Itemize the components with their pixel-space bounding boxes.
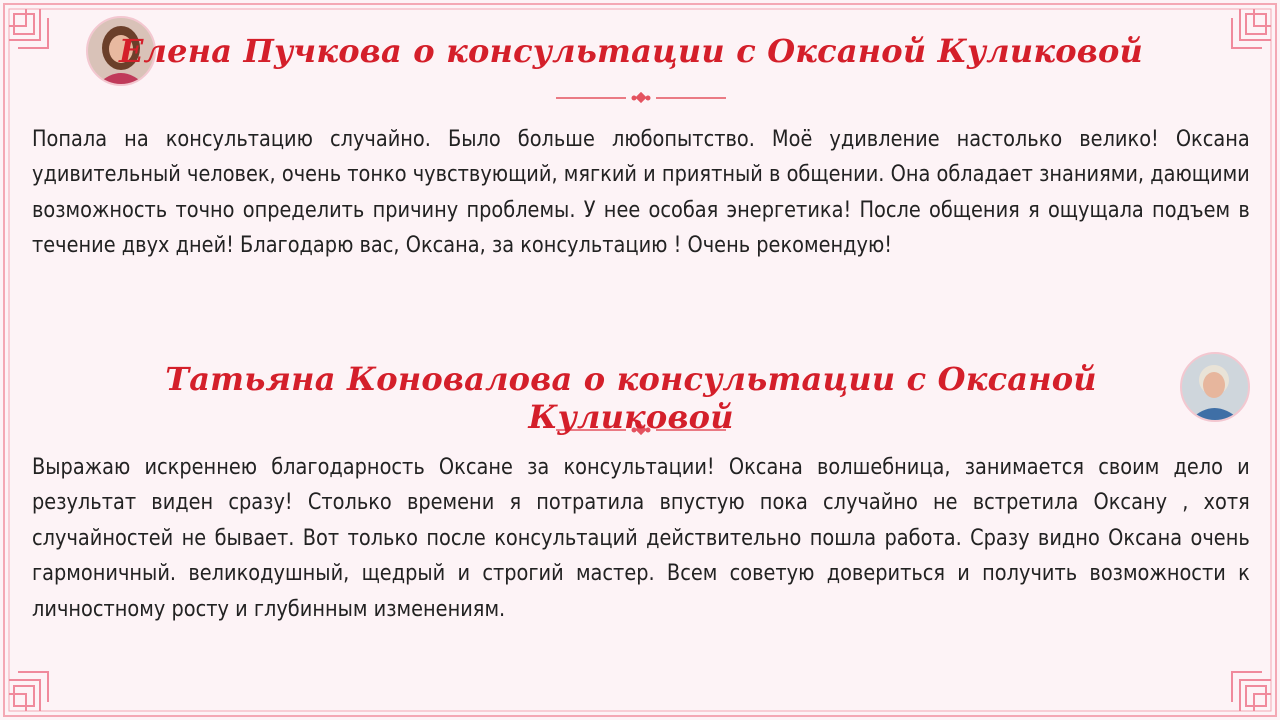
review-heading (32, 350, 1250, 436)
review-text: Попала на консультацию случайно. Было больше любопытство. Моё удивление настолько велико! Оксана удивительный человек, очень тонко чувствующий, мягкий и приятный в общении. Она обладает знаниями, дающими возможность точно определить причину проблемы. У нее особая энергетика! После общения я ощущала подъем в течение двух дней! Благодарю вас, Оксана, за консультацию ! Очень рекомендую! (32, 126, 1250, 259)
avatar (1180, 352, 1250, 422)
review-title: Елена Пучкова о консультации с Оксаной Куликовой (118, 32, 1144, 70)
review-card (32, 14, 1250, 264)
review-text: Выражаю искреннею благодарность Оксане за консультации! Оксана волшебница, занимается своим дело и результат виден сразу! Столько времени я потратила впустую пока случайно не встретила Оксану , хотя случайностей не бывает. Вот только после консультаций действительно пошла работа. Сразу видно Оксана очень гармоничный. великодушный, щедрый и строгий мастер. Всем советую довериться и получить возможности к личностному росту и глубинным изменениям. (32, 454, 1250, 622)
review-card (32, 350, 1250, 627)
review-heading (32, 14, 1250, 94)
woman-portrait-icon (1182, 354, 1248, 420)
review-title: Татьяна Коновалова о консультации с Оксаной Куликовой (165, 360, 1097, 436)
